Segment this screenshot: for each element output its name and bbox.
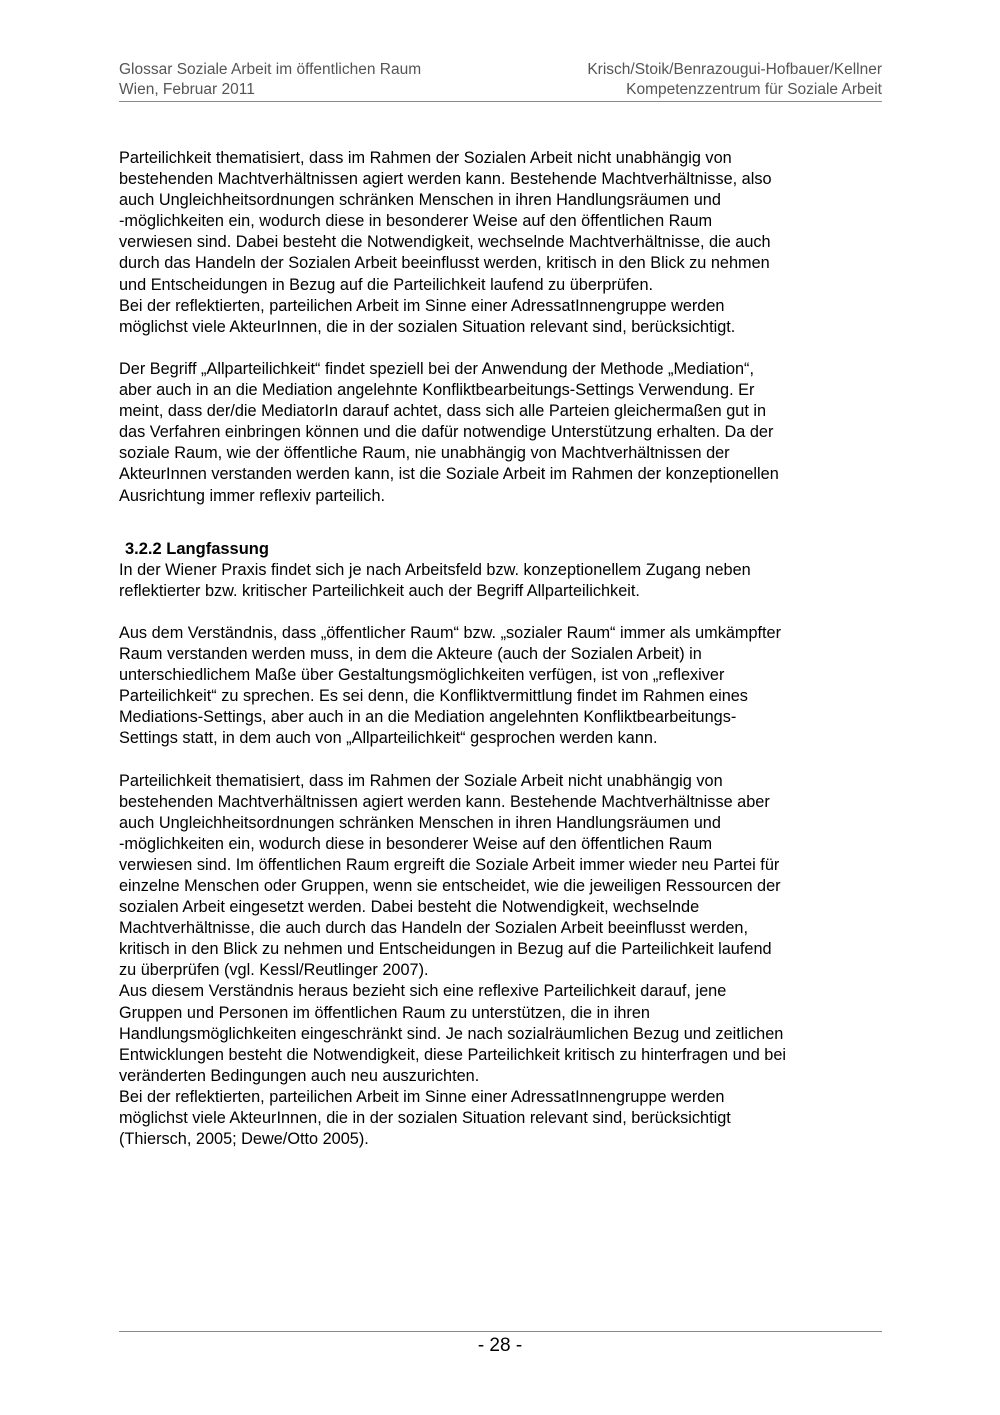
text-line: zu überprüfen (vgl. Kessl/Reutlinger 2007). bbox=[119, 961, 429, 980]
footer-divider bbox=[119, 1331, 882, 1332]
text-line: (Thiersch, 2005; Dewe/Otto 2005). bbox=[119, 1130, 369, 1149]
text-line: meint, dass der/die MediatorIn darauf achtet, dass sich alle Parteien gleichermaßen gut in bbox=[119, 402, 767, 421]
text-line: Der Begriff „Allparteilichkeit“ findet speziell bei der Anwendung der Methode „Mediation“, bbox=[119, 359, 754, 378]
text-line: Parteilichkeit thematisiert, dass im Rahmen der Soziale Arbeit nicht unabhängig von bbox=[119, 771, 723, 790]
text-line: und Entscheidungen in Bezug auf die Parteilichkeit laufend zu überprüfen. bbox=[119, 275, 654, 294]
text-line: verwiesen sind. Dabei besteht die Notwendigkeit, wechselnde Machtverhältnisse, die auch bbox=[119, 233, 771, 252]
text-line: Settings statt, in dem auch von „Allparteilichkeit“ gesprochen werden kann. bbox=[119, 729, 658, 748]
paragraph bbox=[119, 771, 889, 1151]
text-line: aber auch in an die Mediation angelehnte Konfliktbearbeitungs-Settings Verwendung. Er bbox=[119, 381, 755, 400]
text-line: Parteilichkeit thematisiert, dass im Rahmen der Sozialen Arbeit nicht unabhängig von bbox=[119, 149, 732, 167]
text-line: das Verfahren einbringen können und die dafür notwendige Unterstützung erhalten. Da der bbox=[119, 423, 774, 442]
text-line: veränderten Bedingungen auch neu auszurichten. bbox=[119, 1066, 480, 1085]
text-line: -möglichkeiten ein, wodurch diese in besonderer Weise auf den öffentlichen Raum bbox=[119, 212, 713, 231]
header-institution: Kompetenzzentrum für Soziale Arbeit bbox=[626, 81, 882, 98]
header-document-title: Glossar Soziale Arbeit im öffentlichen Raum bbox=[119, 61, 422, 78]
text-line: Bei der reflektierten, parteilichen Arbeit im Sinne einer AdressatInnengruppe werden bbox=[119, 1087, 725, 1106]
paragraph bbox=[119, 148, 889, 338]
text-line: bestehenden Machtverhältnissen agiert werden kann. Bestehende Machtverhältnisse aber bbox=[119, 792, 770, 811]
text-line: Handlungsmöglichkeiten eingeschränkt sind. Je nach sozialräumlichen Bezug und zeitlichen bbox=[119, 1024, 784, 1043]
text-line: Raum verstanden werden muss, in dem die Akteure (auch der Sozialen Arbeit) in bbox=[119, 644, 702, 663]
section-heading: 3.2.2 Langfassung bbox=[125, 539, 269, 558]
header-left bbox=[119, 60, 421, 100]
text-line: Bei der reflektierten, parteilichen Arbeit im Sinne einer AdressatInnengruppe werden bbox=[119, 296, 725, 315]
text-line: möglichst viele AkteurInnen, die in der sozialen Situation relevant sind, berücksichtigt bbox=[119, 1109, 731, 1128]
page-number: - 28 - bbox=[477, 1335, 523, 1356]
text-line: Gruppen und Personen im öffentlichen Raum zu unterstützen, die in ihren bbox=[119, 1003, 650, 1022]
text-line: verwiesen sind. Im öffentlichen Raum ergreift die Soziale Arbeit immer wieder neu Partei für bbox=[119, 855, 780, 874]
text-line: Aus diesem Verständnis heraus bezieht sich eine reflexive Parteilichkeit darauf, jene bbox=[119, 982, 727, 1001]
paragraph bbox=[119, 623, 889, 750]
page-body bbox=[119, 148, 889, 1150]
text-line: einzelne Menschen oder Gruppen, wenn sie entscheidet, wie die jeweiligen Ressourcen der bbox=[119, 877, 781, 895]
text-line: bestehenden Machtverhältnissen agiert werden kann. Bestehende Machtverhältnisse, also bbox=[119, 170, 772, 189]
text-line: durch das Handeln der Sozialen Arbeit beeinflusst werden, kritisch in den Blick zu nehmen bbox=[119, 254, 770, 273]
text-line: Mediations-Settings, aber auch in an die Mediation angelehnten Konfliktbearbeitungs- bbox=[119, 708, 737, 727]
text-line: möglichst viele AkteurInnen, die in der sozialen Situation relevant sind, berücksichtigt. bbox=[119, 317, 736, 336]
text-block-bottom bbox=[119, 560, 889, 1151]
text-line: reflektierter bzw. kritischer Parteilichkeit auch der Begriff Allparteilichkeit. bbox=[119, 581, 640, 600]
text-line: -möglichkeiten ein, wodurch diese in besonderer Weise auf den öffentlichen Raum bbox=[119, 834, 713, 853]
header-authors: Krisch/Stoik/Benrazougui-Hofbauer/Kellner bbox=[587, 61, 882, 78]
text-line: auch Ungleichheitsordnungen schränken Menschen in ihren Handlungsräumen und bbox=[119, 813, 721, 832]
text-line: unterschiedlichem Maße über Gestaltungsmöglichkeiten verfügen, ist von „reflexiver bbox=[119, 666, 725, 685]
paragraph bbox=[119, 560, 889, 602]
text-line: kritisch in den Blick zu nehmen und Entscheidungen in Bezug auf die Parteilichkeit laufend bbox=[119, 940, 772, 959]
text-line: Ausrichtung immer reflexiv parteilich. bbox=[119, 486, 386, 505]
header-right bbox=[587, 60, 882, 100]
text-block-top bbox=[119, 148, 889, 507]
text-line: Parteilichkeit“ zu sprechen. Es sei denn, die Konfliktvermittlung findet im Rahmen eines bbox=[119, 687, 748, 706]
text-line: In der Wiener Praxis findet sich je nach Arbeitsfeld bzw. konzeptionellem Zugang neben bbox=[119, 560, 751, 579]
paragraph bbox=[119, 359, 889, 507]
page-header bbox=[119, 60, 882, 102]
header-date: Wien, Februar 2011 bbox=[119, 81, 255, 98]
text-line: auch Ungleichheitsordnungen schränken Menschen in ihren Handlungsräumen und bbox=[119, 191, 721, 210]
text-line: Machtverhältnisse, die auch durch das Handeln der Sozialen Arbeit beeinflusst werden, bbox=[119, 919, 749, 938]
text-line: soziale Raum, wie der öffentliche Raum, nie unabhängig von Machtverhältnissen der bbox=[119, 444, 730, 463]
text-line: AkteurInnen verstanden werden kann, ist die Soziale Arbeit im Rahmen der konzeptionellen bbox=[119, 465, 779, 484]
text-line: Entwicklungen besteht die Notwendigkeit, diese Parteilichkeit kritisch zu hinterfragen und bei bbox=[119, 1045, 786, 1064]
text-line: sozialen Arbeit eingesetzt werden. Dabei besteht die Notwendigkeit, wechselnde bbox=[119, 898, 700, 917]
text-line: Aus dem Verständnis, dass „öffentlicher Raum“ bzw. „sozialer Raum“ immer als umkämpfter bbox=[119, 623, 782, 642]
